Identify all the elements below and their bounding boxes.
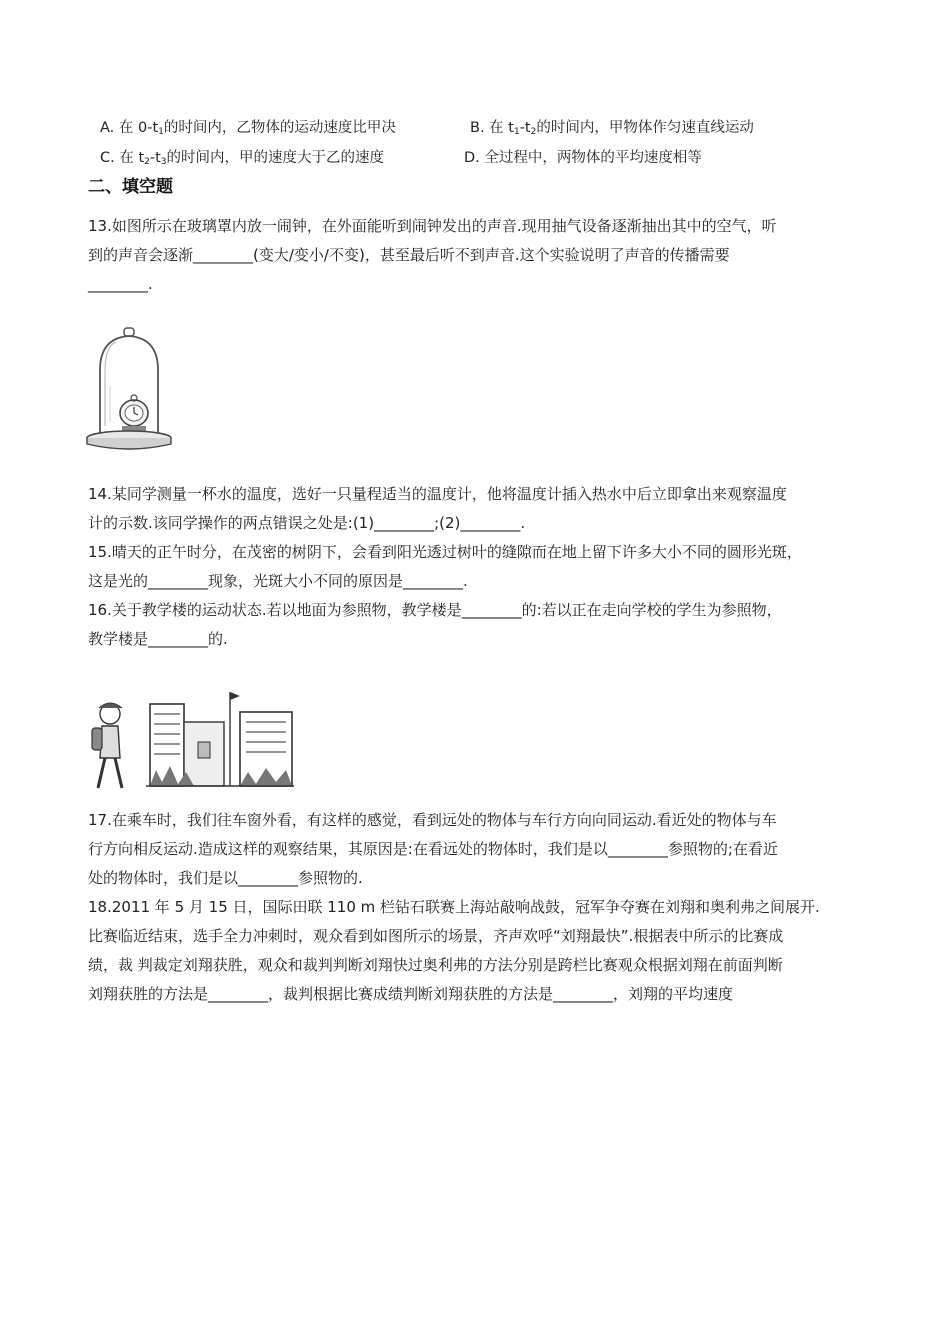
option-c-text-mid: -t <box>149 150 161 166</box>
q16-line1: 16.关于教学楼的运动状态.若以地面为参照物，教学楼是________的:若以正在走向学校的学生为参照物， <box>88 601 782 619</box>
option-c-text: C. 在 t <box>100 150 145 166</box>
student-school-figure <box>90 686 296 796</box>
q17-line3: 处的物体时，我们是以________参照物的. <box>88 869 363 887</box>
option-c <box>100 148 384 172</box>
option-b <box>470 118 754 142</box>
option-b-text-mid: -t <box>519 120 531 136</box>
subscript: 1 <box>513 127 520 137</box>
option-d: D. 全过程中，两物体的平均速度相等 <box>464 150 702 166</box>
bell-jar-figure <box>86 326 186 454</box>
q14-line2: 计的示数.该同学操作的两点错误之处是:(1)________;(2)________. <box>88 514 526 532</box>
subscript: 2 <box>144 157 150 167</box>
option-a-text: A. 在 0-t <box>100 120 159 136</box>
q14-line1: 14.某同学测量一杯水的温度，选好一只量程适当的温度计，他将温度计插入热水中后立即拿出来观察温度 <box>88 485 787 503</box>
subscript: 3 <box>160 157 167 167</box>
q18-line2: 比赛临近结束，选手全力冲刺时，观众看到如图所示的场景，齐声欢呼“刘翔最快”.根据表中所示的比赛成 <box>88 927 784 945</box>
q13-line2: 到的声音会逐渐________(变大/变小/不变)，甚至最后听不到声音.这个实验说明了声音的传播需要 <box>88 246 730 264</box>
q17-line1: 17.在乘车时，我们往车窗外看，有这样的感觉，看到远处的物体与车行方向向同运动.看近处的物体与车 <box>88 811 777 829</box>
q13-line1: 13.如图所示在玻璃罩内放一闹钟，在外面能听到闹钟发出的声音.现用抽气设备逐渐抽出其中的空气，听 <box>88 217 777 235</box>
q13-line3: ________. <box>88 275 153 293</box>
section-title: 二、填空题 <box>88 177 173 197</box>
q16-line2: 教学楼是________的. <box>88 630 228 648</box>
q18-line3: 绩，裁 判裁定刘翔获胜，观众和裁判判断刘翔快过奥利弗的方法分别是跨栏比赛观众根据刘翔在前面判断 <box>88 956 783 974</box>
subscript: 1 <box>158 127 164 137</box>
option-a-text-end: 的时间内，乙物体的运动速度比甲决 <box>163 120 396 136</box>
q17-line2: 行方向相反运动.造成这样的观察结果，其原因是:在看远处的物体时，我们是以________参照物的;在看近 <box>88 840 778 858</box>
option-c-text-end: 的时间内，甲的速度大于乙的速度 <box>166 150 385 166</box>
q18-line4: 刘翔获胜的方法是________，裁判根据比赛成绩判断刘翔获胜的方法是________，刘翔的平均速度 <box>88 985 734 1003</box>
q15-line1: 15.晴天的正午时分，在茂密的树阴下，会看到阳光透过树叶的缝隙而在地上留下许多大小不同的圆形光斑， <box>88 543 802 561</box>
option-b-text: B. 在 t <box>470 120 514 136</box>
subscript: 2 <box>530 127 537 137</box>
option-b-text-end: 的时间内，甲物体作匀速直线运动 <box>536 120 754 136</box>
q18-line1: 18.2011 年 5 月 15 日，国际田联 110 m 栏钻石联赛上海站敲响战鼓，冠军争夺赛在刘翔和奥利弗之间展开. <box>88 898 820 916</box>
q15-line2: 这是光的________现象，光斑大小不同的原因是________. <box>88 572 468 590</box>
option-a <box>100 118 396 142</box>
